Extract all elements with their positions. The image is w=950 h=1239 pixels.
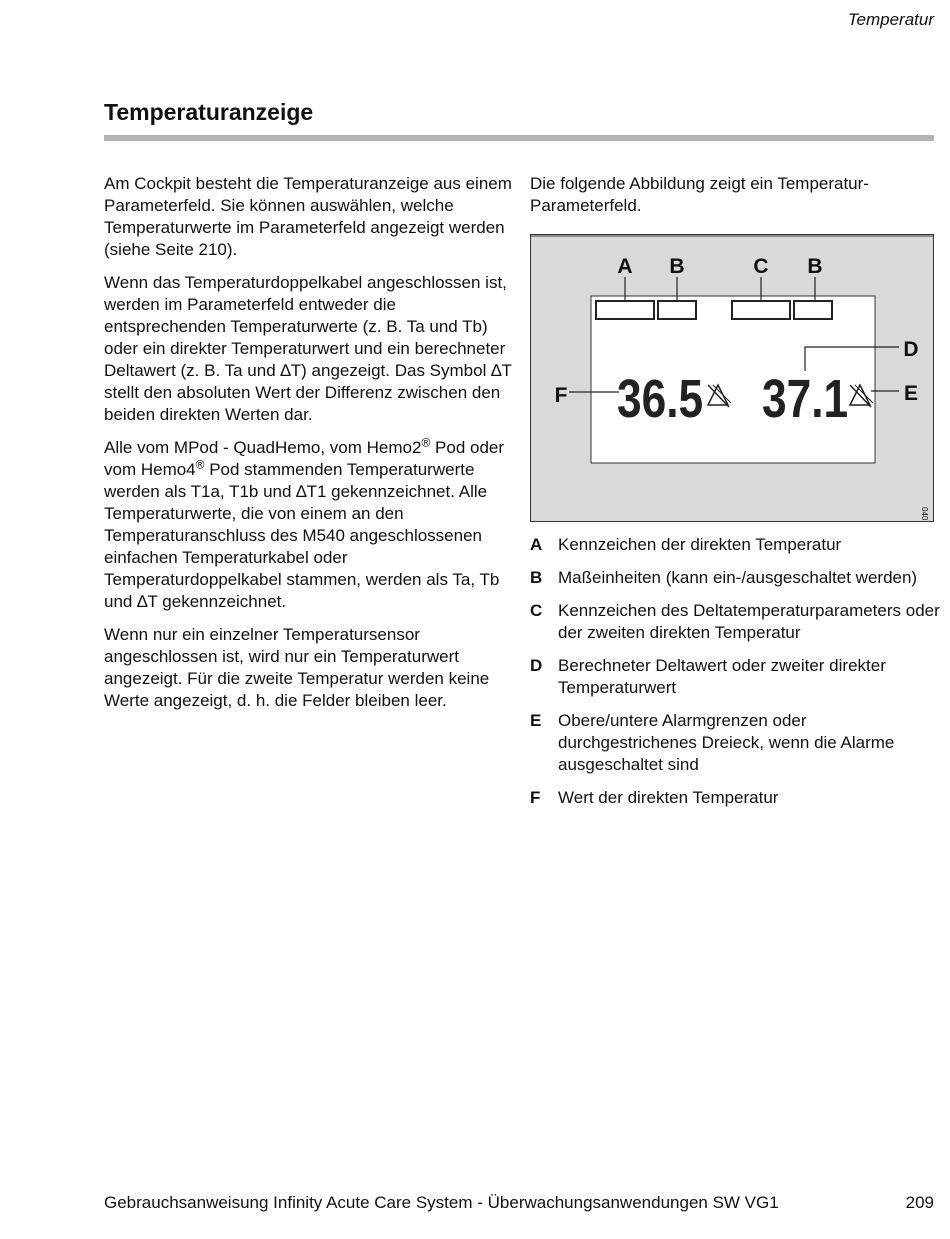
figure-legend: [530, 534, 940, 820]
legend-item: [530, 534, 940, 556]
legend-text: Kennzeichen des Deltatemperaturparameters oder der zweiten direkten Temperatur: [558, 601, 940, 642]
figure-intro: Die folgende Abbildung zeigt ein Temperatur-Parameterfeld.: [530, 174, 869, 215]
figure-code: 040: [920, 507, 929, 521]
legend-text: Obere/untere Alarmgrenzen oder durchgestrichenes Dreieck, wenn die Alarme ausgeschaltet sind: [558, 711, 895, 774]
paragraph-3-part3: Pod stammenden Temperaturwerte werden als T1a, T1b und ∆T1 gekennzeichnet. Alle Temperaturwerte, die von einem an den Temperaturanschluss des M540 angeschlossenen einfachen Temperaturkabel oder Temperaturdoppelkabel stammen, werden als Ta, Tb und ∆T gekennzeichnet.: [104, 460, 500, 611]
paragraph-3-part2: Pod oder vom Hemo4: [104, 438, 505, 479]
page-number: 209: [905, 1193, 934, 1212]
legend-key: E: [530, 711, 542, 730]
callout-e: E: [903, 382, 919, 405]
registered-mark: ®: [195, 457, 205, 472]
temperature-value-1: 36.5: [617, 368, 704, 430]
paragraph-1: Am Cockpit besteht die Temperaturanzeige aus einem Parameterfeld. Sie können auswählen, welche Temperaturwerte im Parameterfeld angezeigt werden (siehe Seite 210).: [104, 174, 512, 259]
paragraph-2: Wenn das Temperaturdoppelkabel angeschlossen ist, werden im Parameterfeld entweder die entsprechenden Temperaturwerte (z. B. Ta und Tb) oder ein direkter Temperaturwert und ein berechneter Deltawert (z. B. Ta und ∆T) angezeigt. Das Symbol ∆T stellt den absoluten Wert der Differenz zwischen den beiden direkten Werten dar.: [104, 273, 512, 424]
right-column: [530, 173, 935, 217]
callout-b2: B: [807, 255, 823, 278]
title-rule: [104, 135, 934, 141]
registered-mark: ®: [421, 435, 431, 450]
legend-text: Kennzeichen der direkten Temperatur: [558, 535, 842, 554]
paragraph-3-part1: Alle vom MPod - QuadHemo, vom Hemo2: [104, 438, 422, 457]
left-column: [104, 173, 514, 723]
legend-key: D: [530, 656, 543, 675]
label-box-c: [732, 301, 790, 319]
legend-item: [530, 787, 940, 809]
callout-a: A: [617, 255, 633, 278]
callout-c: C: [753, 255, 769, 278]
paragraph-3: [104, 437, 514, 613]
parameter-field-figure: [530, 234, 934, 522]
callout-b1: B: [669, 255, 685, 278]
legend-key: A: [530, 535, 543, 554]
legend-key: F: [530, 788, 541, 807]
legend-text: Berechneter Deltawert oder zweiter direkter Temperaturwert: [558, 656, 886, 697]
page-title: Temperaturanzeige: [104, 99, 314, 125]
label-box-a: [596, 301, 654, 319]
legend-text: Wert der direkten Temperatur: [558, 788, 779, 807]
callout-d: D: [903, 338, 919, 361]
label-box-b2: [794, 301, 832, 319]
legend-text: Maßeinheiten (kann ein-/ausgeschaltet werden): [558, 568, 918, 587]
label-box-b1: [658, 301, 696, 319]
legend-item: [530, 655, 940, 699]
legend-key: C: [530, 601, 543, 620]
temperature-value-2: 37.1: [762, 368, 849, 430]
running-header: Temperatur: [847, 10, 934, 29]
legend-item: [530, 710, 940, 776]
callout-f: F: [554, 384, 568, 407]
legend-item: [530, 600, 940, 644]
paragraph-4: Wenn nur ein einzelner Temperatursensor angeschlossen ist, wird nur ein Temperaturwert angezeigt. Für die zweite Temperatur werden keine Werte angezeigt, d. h. die Felder bleiben leer.: [104, 625, 490, 710]
legend-item: [530, 567, 940, 589]
legend-key: B: [530, 568, 543, 587]
footer-title: Gebrauchsanweisung Infinity Acute Care System - Überwachungsanwendungen SW VG1: [104, 1193, 779, 1212]
